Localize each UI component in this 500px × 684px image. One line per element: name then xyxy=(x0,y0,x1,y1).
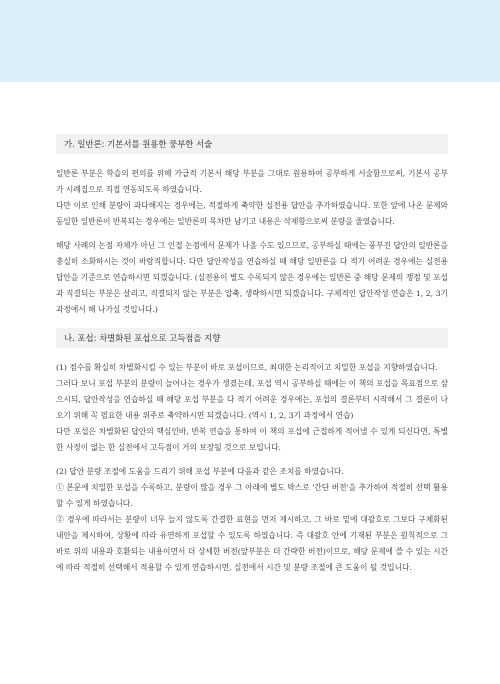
paragraph: 다만 포섭은 차별화된 답안의 핵심인바, 반복 연습을 통하여 이 책의 포섭에 근접하게 적어낼 수 있게 되신다면, 특별한 사정이 없는 한 실전에서 고득점이 거의 보장될 것으로 보입니다. xyxy=(56,427,448,452)
paragraph: ① 본문에 치밀한 포섭을 수록하고, 분량이 많을 경우 그 아래에 별도 박스로 '간단 버전'을 추가하여 적절히 선택 활용할 수 있게 하였습니다. xyxy=(56,483,448,508)
paragraph: 다만 이로 인해 분량이 과다해지는 경우에는, 적절하게 축약한 실전용 답안을 추가하였습니다. 또한 앞에 나온 문제와 동일한 일반론이 반복되는 경우에는 일반론의 목차만 남기고 내용은 삭제함으로써 분량을 줄였습니다. xyxy=(56,201,448,226)
paragraph: (2) 답안 분량 조절에 도움을 드리기 위해 포섭 부분에 다음과 같은 조치를 하였습니다. xyxy=(56,467,344,476)
section-heading-general: 가. 일반론: 기본서를 원용한 풍부한 서술 xyxy=(56,134,448,154)
paragraph: (1) 점수를 확실히 차별화시킬 수 있는 부분이 바로 포섭이므로, 최대한 논리적이고 치밀한 포섭을 지향하였습니다. xyxy=(56,363,438,372)
paragraph: 그러다 보니 포섭 부분의 분량이 늘어나는 경우가 생겼는데, 포섭 역시 공부하실 때에는 이 책의 포섭을 목표점으로 삼으시되, 답안작성을 연습하실 때 해당 포섭 부분을 다 적기 어려운 경우에는, 포섭의 결론부터 시작해서 그 결론이 나오기 위해 꼭 필요한 내용 위주로 축약하시면 되겠습니다. (역시 1, 2, 3기 과정에서 연습) xyxy=(56,379,448,420)
paragraph: 일반론 부분은 학습의 편의를 위해 가급적 기본서 해당 부분을 그대로 원용하여 공부하게 서술함으로써, 기본서 공부가 시례집으로 직접 연동되도록 하였습니다. xyxy=(56,169,448,194)
section-heading-subsumption: 나. 포섭: 차별화된 포섭으로 고득점을 지향 xyxy=(56,328,448,348)
paragraph: 해당 사례의 논점 자체가 아닌 그 인접 논점에서 문제가 나올 수도 있으므로, 공부하실 때에는 풍부진 답안의 일반론을 충실히 소화하시는 것이 바람직합니다. 다만 답안작성을 연습하실 때 해당 일반론을 다 적기 어려운 경우에는 실전용 답안을 기준으로 연습하시면 되겠습니다. (실전용이 별도 수록되지 않은 경우에는 일반론 중 해당 문제의 쟁점 및 포섭과 직결되는 부분은 살리고, 직결되지 않는 부분은 압축, 생략하시면 되겠습니다. 구체적인 답안작성 연습은 1, 2, 3기 과정에서 해 나가실 것입니다.) xyxy=(56,241,448,314)
document-body xyxy=(56,134,448,576)
paragraph: ② 경우에 따라서는 분량이 너무 늘지 않도록 간결한 표현을 먼저 제시하고, 그 바로 밑에 대괄호로 그보다 구체화된 내안을 제시하여, 상황에 따라 유연하게 포섭할 수 있도록 하였습니다. 즉 대괄호 안에 기재된 부분은 원칙적으로 그 바로 위의 내용과 호환되는 내용이면서 더 상세한 버전(앞부분은 더 간략한 버전)이므로, 해당 문제에 쓸 수 있는 시간에 따라 적절히 선택해서 적용할 수 있게 연습하시면, 실전에서 시간 및 분량 조절에 큰 도움이 될 것입니다. xyxy=(56,515,448,572)
header-band xyxy=(0,0,500,82)
